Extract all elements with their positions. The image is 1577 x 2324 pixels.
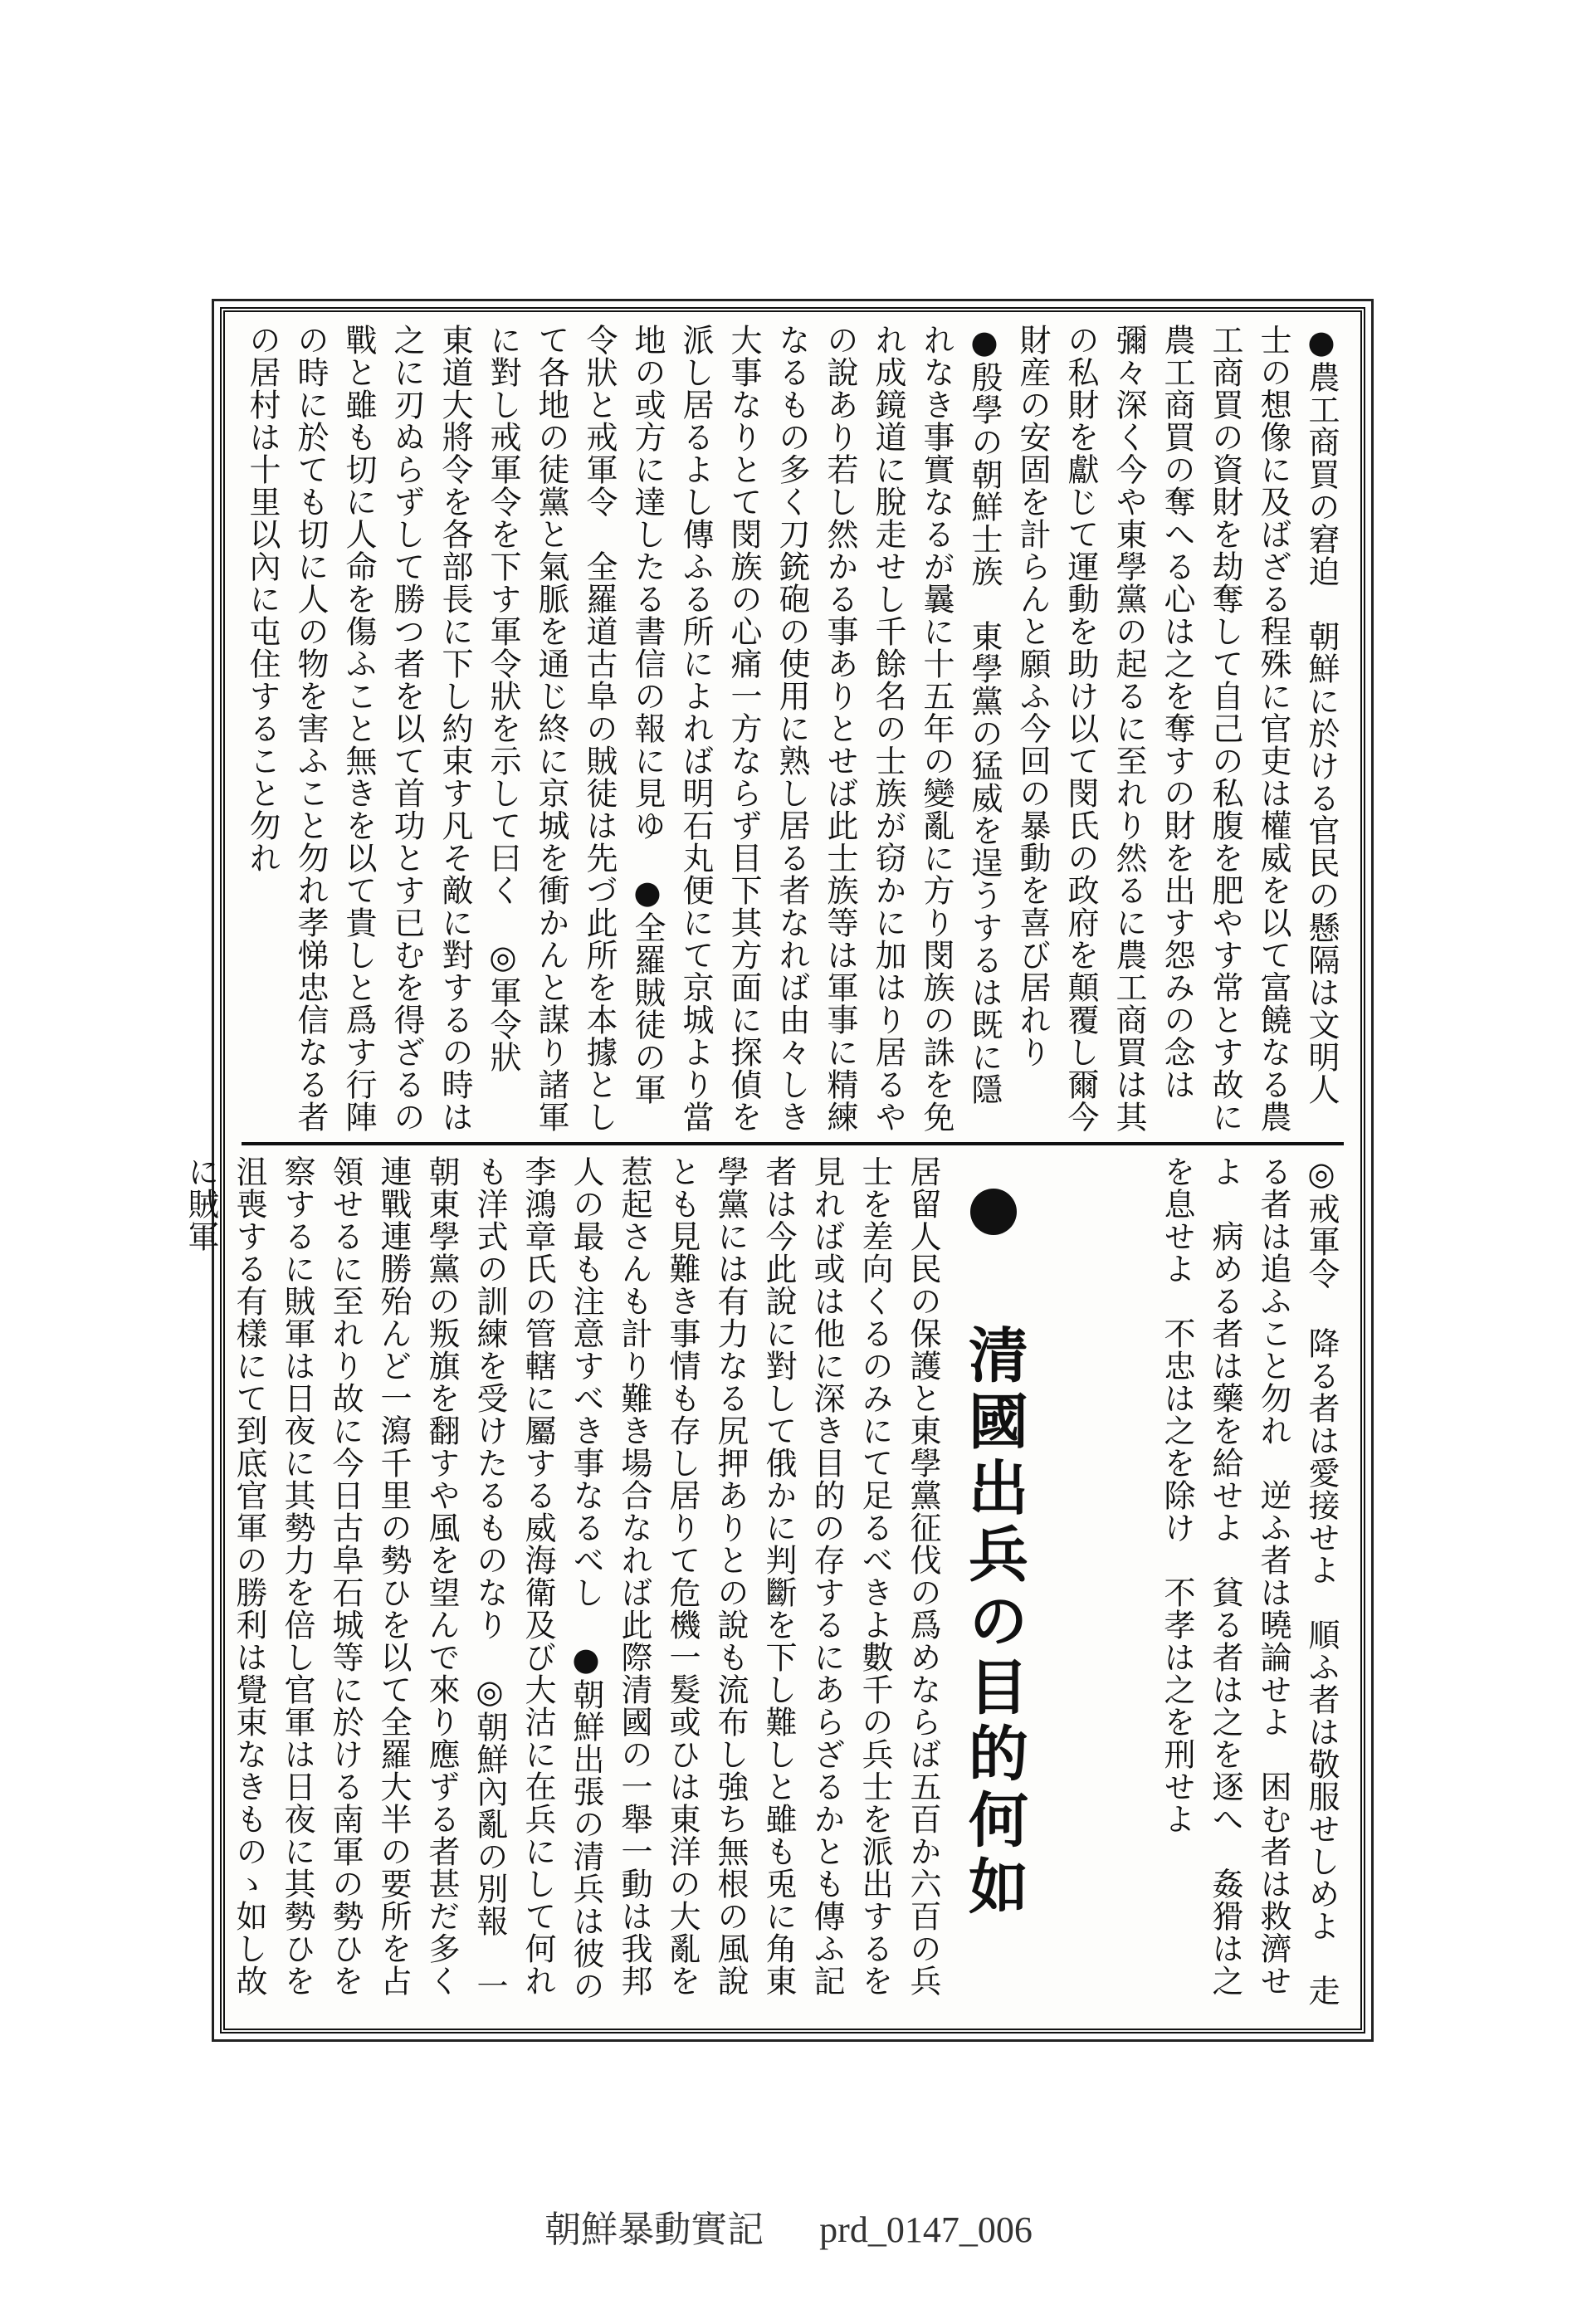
military-orders-text: 降る者は愛接せよ 順ふ者は敬服せしめよ 走る者は追ふこと勿れ 逆ふ者は曉論せよ 困む者は救濟せよ 病める者は藥を給せよ 貧る者は之を逐へ 姦猾は之を息せよ 不忠は之を除け 不孝は之を刑せよ bbox=[1159, 1155, 1340, 2007]
headline-text: 清國出兵の目的何如 bbox=[959, 1324, 1029, 1921]
military-orders-title: ◎戒軍令 bbox=[1303, 1155, 1340, 1290]
bottom-section-text: 居留人民の保護と東學黨征伐の爲めならば五百か六百の兵士を差向くるのみにて足るべきよ數千の兵士を派出するを見れば或は他に深き目的の存するにあらざるかとも傳ふ記者は今此說に對して俄かに判斷を下し難しと雖も兎に角東學黨には有力なる尻押ありとの說も流布し強ち無根の風說とも見難き事情も存し居りて危機一髮或ひは東洋の大亂を惹起さんも計り難き場合なれば此際清國の一舉一動は我邦人の最も注意すべき事なるべし ●朝鮮出張の清兵は彼の李鴻章氏の管轄に屬する威海衛及び大沽に在兵にして何れも洋式の訓練を受けたるものなり ◎朝鮮內亂の別報 一朝東學黨の叛旗を翻すや風を望んで來り應ずる者甚だ多く連戰連勝殆んど一瀉千里の勢ひを以て全羅大半の要所を占領せるに至れり故に今日古阜石城等に於ける南軍の勢ひを察するに賊軍は日夜に其勢力を倍し官軍は日夜に其勢ひを沮喪する有樣にて到底官軍の勝利は覺束なきものゝ如し故に賊軍 bbox=[183, 1155, 941, 2002]
bottom-section bbox=[183, 1155, 1345, 2027]
section-divider bbox=[242, 1142, 1344, 1145]
scanned-page bbox=[183, 307, 1365, 2034]
footer-page-id: prd_0147_006 bbox=[819, 2209, 1033, 2250]
top-section bbox=[240, 324, 1345, 1133]
bullet-mark-icon bbox=[970, 1189, 1017, 1235]
top-section-text: ●農工商買の窘迫 朝鮮に於ける官民の懸隔は文明人士の想像に及ばざる程殊に官吏は權威を以て富饒なる農工商買の資財を劫奪して自己の私腹を肥やす常とす故に農工商買の奪へる心は之を奪すの財を出す怨みの念は彌々深く今や東學黨の起るに至れり然るに農工商買は其の私財を獻じて運動を助け以て閔氏の政府を顛覆し爾今財産の安固を計らんと願ふ今回の暴動を喜び居れり ●殷學の朝鮮士族 東學黨の猛威を逞うするは既に隱れなき事實なるが曩に十五年の變亂に方り閔族の誅を免れ成鏡道に脫走せし千餘名の士族が窃かに加はり居るやの說あり若し然かる事ありとせば此士族等は軍事に精練なるもの多く刀銃砲の使用に熟し居る者なれば由々しき大事なりとて閔族の心痛一方ならず目下其方面に探偵を派し居るよし傳ふる所によれば明石丸便にて京城より當地の或方に達したる書信の報に見ゆ ●全羅賊徒の軍令狀と戒軍令 全羅道古阜の賊徒は先づ此所を本據として各地の徒黨と氣脈を通じ終に京城を衝かんと謀り諸軍に對し戒軍令を下す軍令狀を示して曰く ◎軍令狀 東道大將令を各部長に下し約束す凡そ敵に對するの時は之に刃ぬらずして勝つ者を以て首功とす已むを得ざるの戰と雖も切に人命を傷ふこと無きを以て貴しと爲す行陣の時に於ても切に人の物を害ふこと勿れ孝悌忠信なる者の居村は十里以內に屯住すること勿れ bbox=[244, 324, 1340, 1133]
page-footer bbox=[0, 2200, 1577, 2253]
article-headline bbox=[960, 1189, 1027, 1936]
military-orders bbox=[1030, 1155, 1345, 2019]
footer-collection: 朝鮮暴動實記 bbox=[544, 2209, 764, 2250]
